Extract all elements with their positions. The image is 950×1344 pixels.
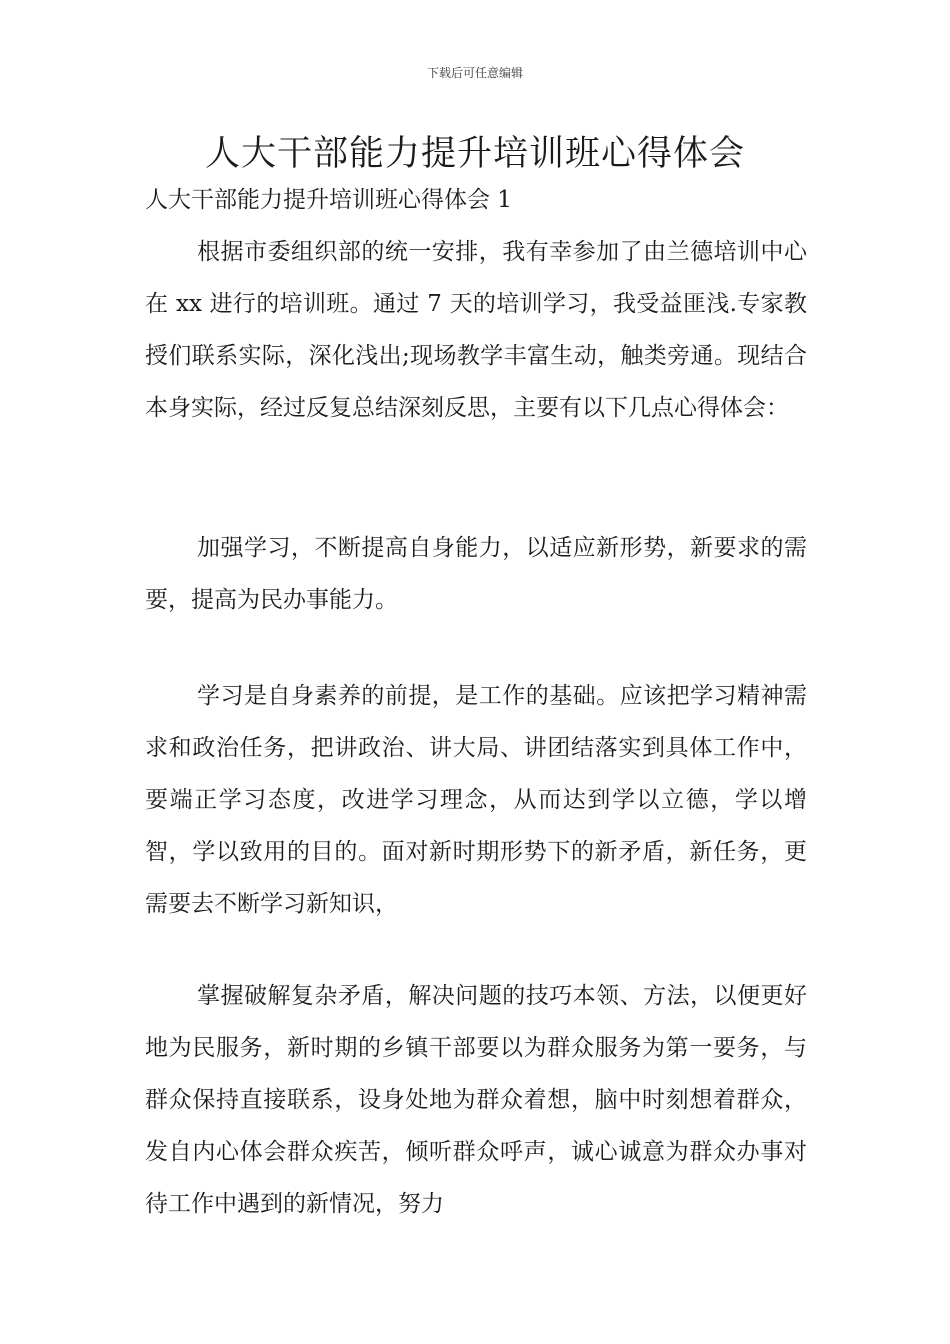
paragraph: 掌握破解复杂矛盾，解决问题的技巧本领、方法，以便更好地为民服务，新时期的乡镇干部要以为群众服务为第一要务，与群众保持直接联系，设身处地为群众着想，脑中时刻想着群众，发自内心体会群众疾苦，倾听群众呼声，诚心诚意为群众办事对待工作中遇到的新情况，努力	[145, 983, 807, 1217]
paragraph: 根据市委组织部的统一安排，我有幸参加了由兰德培训中心在 xx 进行的培训班。通过 7 天的培训学习，我受益匪浅.专家教授们联系实际，深化浅出;现场教学丰富生动，触类旁通。现结合本身实际，经过反复总结深刻反思，主要有以下几点心得体会：	[145, 239, 807, 421]
document-subtitle: 人大干部能力提升培训班心得体会 1	[145, 187, 512, 213]
paragraph: 学习是自身素养的前提，是工作的基础。应该把学习精神需求和政治任务，把讲政治、讲大局、讲团结落实到具体工作中，要端正学习态度，改进学习理念，从而达到学以立德，学以增智，学以致用的目的。面对新时期形势下的新矛盾，新任务，更需要去不断学习新知识，	[145, 683, 807, 917]
document-title: 人大干部能力提升培训班心得体会	[204, 134, 745, 174]
paragraph: 加强学习，不断提高自身能力，以适应新形势，新要求的需要，提高为民办事能力。	[145, 535, 807, 613]
header-note: 下载后可任意编辑	[426, 66, 523, 80]
